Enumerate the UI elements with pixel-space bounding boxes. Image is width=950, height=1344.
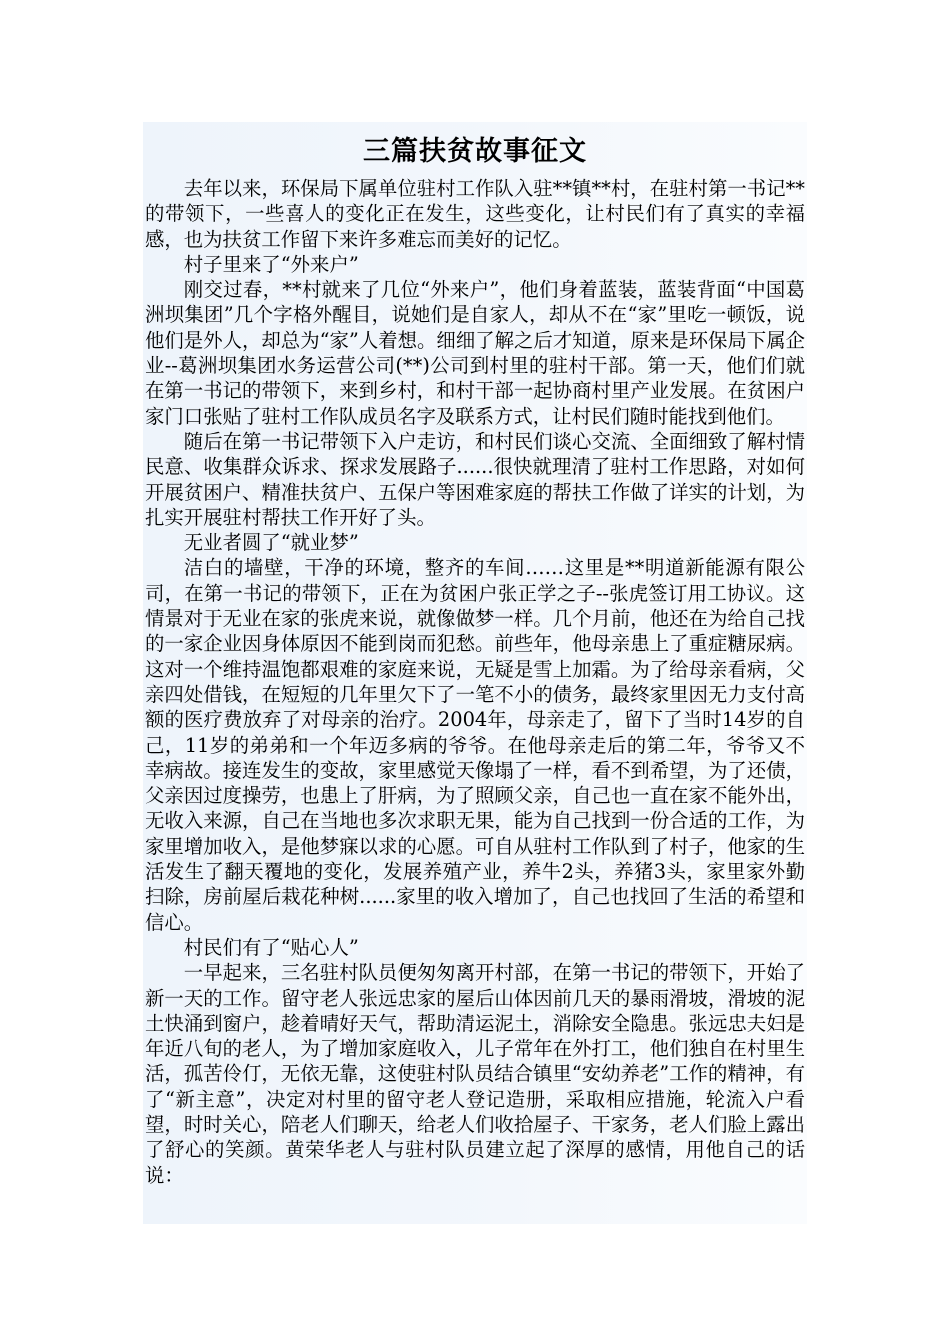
document-title: 三篇扶贫故事征文 [363, 136, 587, 167]
paragraph-caring-story: 一早起来，三名驻村队员便匆匆离开村部，在第一书记的带领下，开始了新一天的工作。留守老人张远忠家的屋后山体因前几天的暴雨滑坡，滑坡的泥土快涌到窗户，趁着晴好天气，帮助清运泥土，消除安全隐患。张远忠夫妇是年近八旬的老人，为了增加家庭收入，儿子常年在外打工，他们独自在村里生活，孤苦伶仃，无依无靠，这使驻村队员结合镇里“安幼养老”工作的精神，有了“新主意”，决定对村里的留守老人登记造册，采取相应措施，轮流入户看望，时时关心，陪老人们聊天，给老人们收拾屋子、干家务，老人们脸上露出了舒心的笑颜。黄荣华老人与驻村队员建立起了深厚的感情，用他自己的话说： [145, 961, 805, 1187]
paragraph-outsiders-arrival: 刚交过春，**村就来了几位“外来户”，他们身着蓝装，蓝装背面“中国葛洲坝集团”几个字格外醒目，说她们是自家人，却从不在“家”里吃一顿饭，说他们是外人，却总为“家”人着想。细细了解之后才知道，原来是环保局下属企业--葛洲坝集团水务运营公司(**)公司到村里的驻村干部。第一天，他们们就在第一书记的带领下，来到乡村，和村干部一起协商村里产业发展。在贫困户家门口张贴了驻村工作队成员名字及联系方式，让村民们随时能找到他们。 [145, 278, 805, 428]
paragraph-intro: 去年以来，环保局下属单位驻村工作队入驻**镇**村，在驻村第一书记**的带领下，一些喜人的变化正在发生，这些变化，让村民们有了真实的幸福感，也为扶贫工作留下来许多难忘而美好的记忆。 [145, 177, 805, 251]
section-heading-employment: 无业者圆了“就业梦” [183, 531, 359, 555]
paragraph-employment-story: 洁白的墙壁，干净的环境，整齐的车间……这里是**明道新能源有限公司，在第一书记的带领下，正在为贫困户张正学之子--张虎签订用工协议。这情景对于无业在家的张虎来说，就像做梦一样。几个月前，他还在为给自己找的一家企业因身体原因不能到岗而犯愁。前些年，他母亲患上了重症糖尿病。这对一个维持温饱都艰难的家庭来说，无疑是雪上加霜。为了给母亲看病，父亲四处借钱，在短短的几年里欠下了一笔不小的债务，最终家里因无力支付高额的医疗费放弃了对母亲的治疗。2004年，母亲走了，留下了当时14岁的自己，11岁的弟弟和一个年迈多病的爷爷。在他母亲走后的第二年，爷爷又不幸病故。接连发生的变故，家里感觉天像塌了一样，看不到希望，为了还债，父亲因过度操劳，也患上了肝病，为了照顾父亲，自己也一直在家不能外出，无收入来源，自己在当地也多次求职无果，能为自己找到一份合适的工作，为家里增加收入，是他梦寐以求的心愿。可自从驻村工作队到了村子，他家的生活发生了翻天覆地的变化，发展养殖产业，养牛2头，养猪3头，家里家外勤扫除，房前屋后栽花种树......家里的收入增加了，自己也找回了生活的希望和信心。 [145, 556, 805, 934]
paragraph-household-visits: 随后在第一书记带领下入户走访，和村民们谈心交流、全面细致了解村情民意、收集群众诉求、探求发展路子......很快就理清了驻村工作思路，对如何开展贫困户、精准扶贫户、五保户等困难家庭的帮扶工作做了详实的计划，为扎实开展驻村帮扶工作开好了头。 [145, 429, 805, 529]
section-heading-caring: 村民们有了“贴心人” [183, 935, 359, 959]
section-heading-outsiders: 村子里来了“外来户” [183, 252, 359, 276]
article-body [143, 122, 807, 1224]
